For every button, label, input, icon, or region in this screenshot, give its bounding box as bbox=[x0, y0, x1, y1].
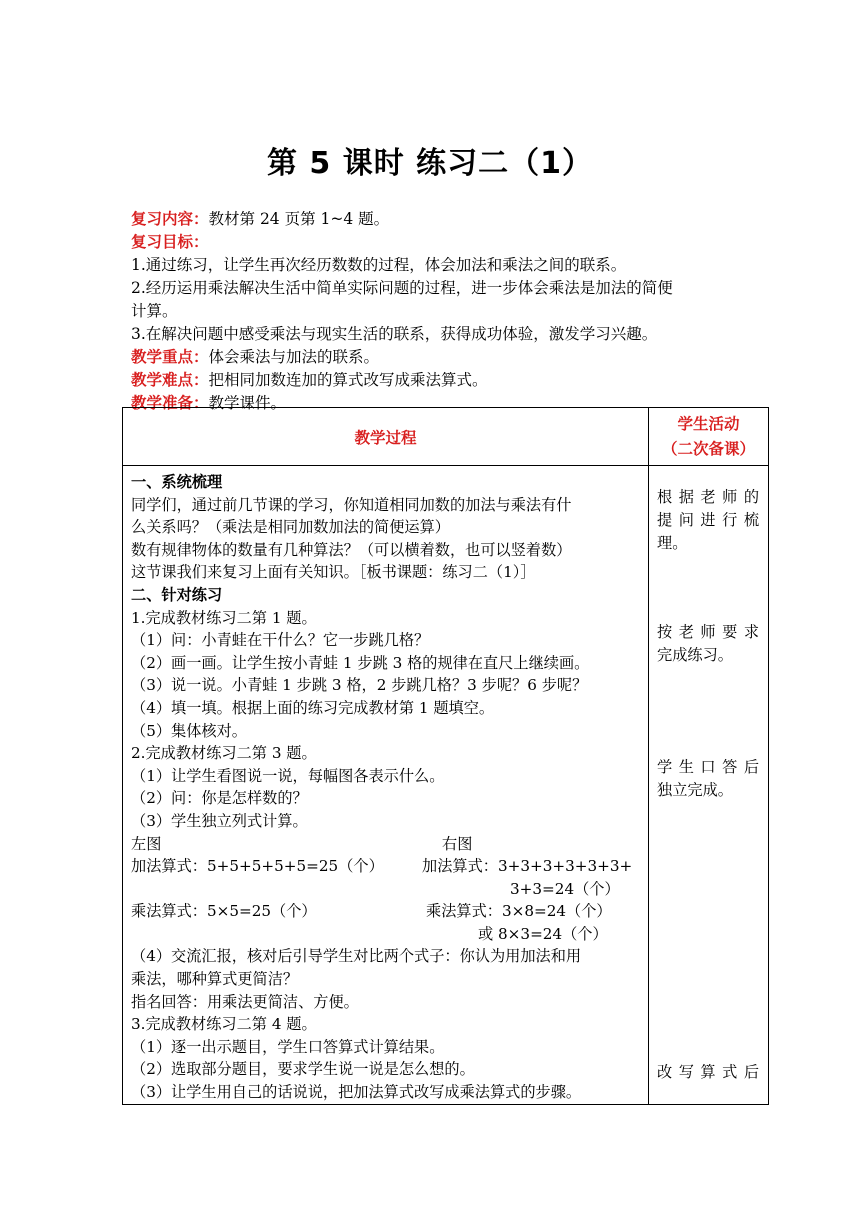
activity-line: 根据老师的 bbox=[657, 488, 759, 506]
left-addition: 加法算式：5+5+5+5+5=25（个） bbox=[131, 857, 384, 876]
review-content-value: 教材第 24 页第 1~4 题。 bbox=[208, 210, 390, 228]
text-line: 1.完成教材练习二第 1 题。 bbox=[131, 608, 317, 627]
goal-item: 计算。 bbox=[131, 302, 178, 320]
activity-line: 学生口答后 bbox=[657, 758, 759, 776]
multiplication-row bbox=[131, 900, 644, 923]
section-title: 一、系统梳理 bbox=[131, 473, 223, 491]
lesson-table bbox=[122, 407, 769, 1105]
header-activity bbox=[649, 408, 769, 466]
activity-note bbox=[657, 1061, 759, 1084]
page-title: 第 5 课时 练习二（1） bbox=[266, 146, 594, 181]
activity-line: 完成练习。 bbox=[657, 646, 733, 664]
goal-item: 3.在解决问题中感受乘法与现实生活的联系，获得成功体验，激发学习兴趣。 bbox=[131, 325, 658, 343]
text-line: （4）交流汇报，核对后引导学生对比两个式子：你认为用加法和用 bbox=[131, 947, 582, 966]
right-addition-cont: 3+3=24（个） bbox=[510, 879, 620, 898]
review-goals bbox=[131, 231, 771, 415]
activity-note bbox=[657, 756, 759, 802]
key-point-value: 体会乘法与加法的联系。 bbox=[208, 348, 380, 366]
activity-line: 改写算式后 bbox=[657, 1063, 759, 1081]
activity-note bbox=[657, 486, 759, 555]
text-line: （5）集体核对。 bbox=[131, 721, 247, 740]
review-content bbox=[131, 208, 771, 231]
review-content-label: 复习内容： bbox=[131, 210, 209, 228]
right-multiplication: 乘法算式：3×8=24（个） bbox=[426, 902, 612, 921]
difficulty-value: 把相同加数连加的算式改写成乘法算式。 bbox=[208, 371, 488, 389]
text-line: （1）逐一出示题目，学生口答算式计算结果。 bbox=[131, 1037, 445, 1056]
header-process: 教学过程 bbox=[123, 408, 649, 466]
right-pic-label: 右图 bbox=[442, 834, 473, 853]
goal-item: 2.经历运用乘法解决生活中简单实际问题的过程，进一步体会乘法是加法的简便 bbox=[131, 279, 673, 297]
text-line: （1）让学生看图说一说，每幅图各表示什么。 bbox=[131, 766, 445, 785]
activity-cell bbox=[649, 466, 769, 1105]
header-activity-line2: （二次备课） bbox=[661, 439, 755, 458]
activity-line: 提问进行梳 bbox=[657, 511, 759, 529]
text-line: （3）让学生用自己的话说说，把加法算式改写成乘法算式的步骤。 bbox=[131, 1083, 582, 1102]
text-line: 这节课我们来复习上面有关知识。［板书课题：练习二（1）］ bbox=[131, 563, 536, 582]
text-line: （3）说一说。小青蛙 1 步跳 3 格，2 步跳几格？3 步呢？6 步呢？ bbox=[131, 676, 588, 695]
text-line: （2）画一画。让学生按小青蛙 1 步跳 3 格的规律在直尺上继续画。 bbox=[131, 653, 590, 672]
review-goals-label: 复习目标： bbox=[131, 233, 209, 251]
preparation-value: 教学课件。 bbox=[208, 394, 287, 412]
text-line: （2）问：你是怎样数的？ bbox=[131, 789, 308, 808]
text-line: （1）问：小青蛙在干什么？它一步跳几格？ bbox=[131, 631, 430, 650]
addition-row-cont bbox=[131, 878, 644, 901]
activity-note bbox=[657, 621, 759, 667]
text-line: 3.完成教材练习二第 4 题。 bbox=[131, 1015, 317, 1034]
text-line: 同学们，通过前几节课的学习，你知道相同加数的加法与乘法有什 bbox=[131, 495, 572, 514]
text-line: （3）学生独立列式计算。 bbox=[131, 811, 308, 830]
text-line: 乘法，哪种算式更简洁？ bbox=[131, 970, 299, 989]
section-title: 二、针对练习 bbox=[131, 585, 223, 604]
text-line: 2.完成教材练习二第 3 题。 bbox=[131, 744, 317, 763]
key-point-label: 教学重点： bbox=[131, 348, 209, 366]
text-line: 数有规律物体的数量有几种算法？（可以横着数，也可以竖着数） bbox=[131, 540, 572, 559]
difficulty-label: 教学难点： bbox=[131, 371, 209, 389]
left-pic-label: 左图 bbox=[131, 834, 162, 853]
multiplication-row-alt bbox=[131, 923, 644, 946]
addition-row bbox=[131, 855, 644, 878]
activity-line: 理。 bbox=[657, 534, 688, 552]
preparation-label: 教学准备： bbox=[131, 394, 209, 412]
right-addition: 加法算式：3+3+3+3+3+3+ bbox=[422, 857, 633, 876]
process-cell bbox=[123, 466, 649, 1105]
right-multiplication-alt: 或 8×3=24（个） bbox=[478, 924, 608, 943]
text-line: 么关系吗？（乘法是相同加数加法的简便运算） bbox=[131, 518, 450, 537]
text-line: （2）选取部分题目，要求学生说一说是怎么想的。 bbox=[131, 1060, 475, 1079]
left-multiplication: 乘法算式：5×5=25（个） bbox=[131, 902, 317, 921]
activity-line: 独立完成。 bbox=[657, 781, 733, 799]
activity-line: 按老师要求 bbox=[657, 623, 759, 641]
text-line: 指名回答：用乘法更简洁、方便。 bbox=[131, 992, 359, 1011]
pic-labels-row bbox=[131, 833, 644, 856]
goal-item: 1.通过练习，让学生再次经历数数的过程，体会加法和乘法之间的联系。 bbox=[131, 256, 627, 274]
header-activity-line1: 学生活动 bbox=[677, 414, 740, 433]
text-line: （4）填一填。根据上面的练习完成教材第 1 题填空。 bbox=[131, 698, 495, 717]
